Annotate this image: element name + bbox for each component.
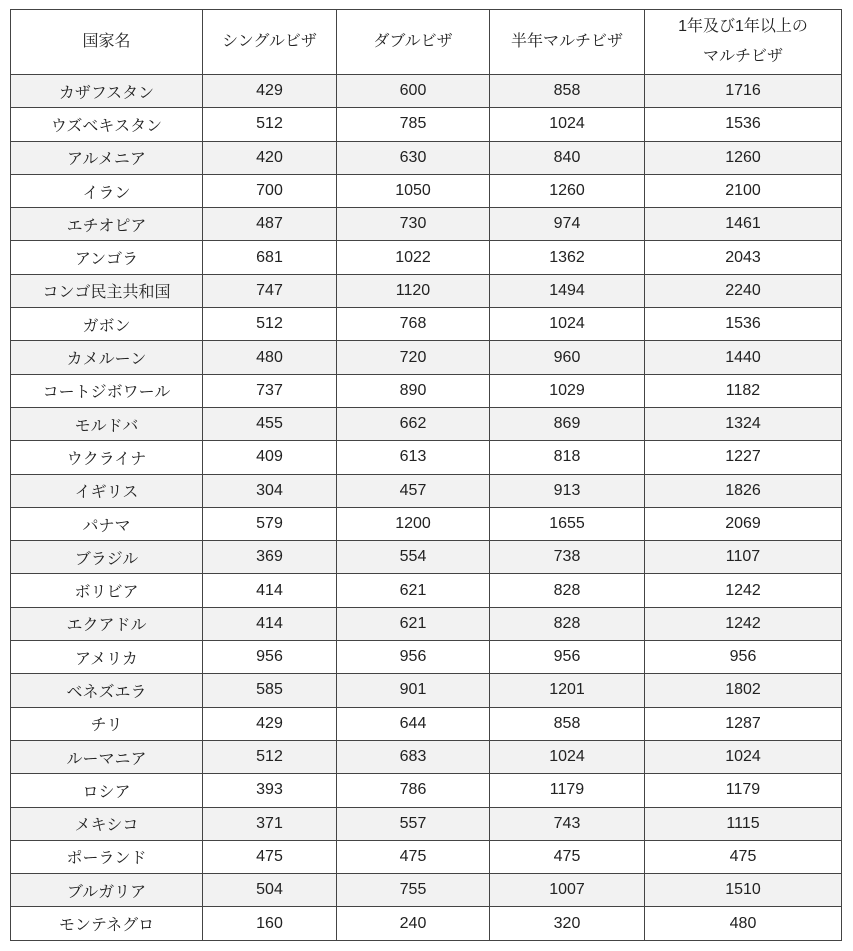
cell-double-visa: 1022 [337,241,490,274]
table-row [11,774,842,807]
cell-single-visa: 475 [203,840,337,873]
cell-one-year-multi-visa: 2240 [645,274,842,307]
cell-one-year-multi-visa: 475 [645,840,842,873]
cell-country: ロシア [11,774,203,807]
cell-one-year-multi-visa: 1260 [645,141,842,174]
cell-one-year-multi-visa: 1107 [645,541,842,574]
header-double-visa: ダブルビザ [337,10,490,75]
cell-double-visa: 457 [337,474,490,507]
cell-double-visa: 786 [337,774,490,807]
cell-country: カメルーン [11,341,203,374]
cell-country: ガボン [11,308,203,341]
cell-double-visa: 475 [337,840,490,873]
cell-half-year-multi-visa: 858 [490,707,645,740]
cell-single-visa: 737 [203,374,337,407]
cell-one-year-multi-visa: 1510 [645,874,842,907]
cell-one-year-multi-visa: 956 [645,641,842,674]
cell-double-visa: 613 [337,441,490,474]
cell-single-visa: 504 [203,874,337,907]
cell-half-year-multi-visa: 960 [490,341,645,374]
cell-single-visa: 585 [203,674,337,707]
cell-single-visa: 420 [203,141,337,174]
cell-country: アメリカ [11,641,203,674]
cell-double-visa: 557 [337,807,490,840]
cell-double-visa: 662 [337,407,490,440]
cell-country: ウズベキスタン [11,108,203,141]
cell-double-visa: 621 [337,607,490,640]
header-single-visa: シングルビザ [203,10,337,75]
table-row [11,208,842,241]
cell-single-visa: 369 [203,541,337,574]
cell-half-year-multi-visa: 828 [490,607,645,640]
cell-country: エクアドル [11,607,203,640]
cell-one-year-multi-visa: 2043 [645,241,842,274]
cell-half-year-multi-visa: 743 [490,807,645,840]
table-row [11,740,842,773]
cell-country: ボリビア [11,574,203,607]
cell-half-year-multi-visa: 828 [490,574,645,607]
cell-single-visa: 429 [203,707,337,740]
cell-country: メキシコ [11,807,203,840]
cell-half-year-multi-visa: 1260 [490,174,645,207]
cell-country: エチオピア [11,208,203,241]
cell-country: ブルガリア [11,874,203,907]
table-row [11,341,842,374]
cell-single-visa: 512 [203,308,337,341]
cell-double-visa: 240 [337,907,490,940]
cell-half-year-multi-visa: 738 [490,541,645,574]
table-row [11,807,842,840]
cell-country: カザフスタン [11,75,203,108]
cell-double-visa: 956 [337,641,490,674]
table-row [11,108,842,141]
table-row [11,907,842,940]
header-line-2: マルチビザ [702,48,783,65]
cell-country: ポーランド [11,840,203,873]
cell-half-year-multi-visa: 1029 [490,374,645,407]
cell-single-visa: 956 [203,641,337,674]
cell-half-year-multi-visa: 913 [490,474,645,507]
cell-one-year-multi-visa: 1242 [645,574,842,607]
cell-single-visa: 747 [203,274,337,307]
cell-one-year-multi-visa: 1179 [645,774,842,807]
cell-one-year-multi-visa: 1182 [645,374,842,407]
table-row [11,441,842,474]
cell-one-year-multi-visa: 2069 [645,507,842,540]
cell-country: パナマ [11,507,203,540]
cell-half-year-multi-visa: 956 [490,641,645,674]
cell-country: コートジボワール [11,374,203,407]
cell-double-visa: 720 [337,341,490,374]
table-row [11,241,842,274]
cell-double-visa: 621 [337,574,490,607]
cell-one-year-multi-visa: 1115 [645,807,842,840]
table-row [11,141,842,174]
cell-country: モルドバ [11,407,203,440]
cell-one-year-multi-visa: 1826 [645,474,842,507]
cell-one-year-multi-visa: 1461 [645,208,842,241]
cell-country: イラン [11,174,203,207]
cell-single-visa: 480 [203,341,337,374]
cell-single-visa: 160 [203,907,337,940]
cell-double-visa: 755 [337,874,490,907]
header-country: 国家名 [11,10,203,75]
table-row [11,507,842,540]
visa-fee-table [10,9,842,941]
cell-double-visa: 1050 [337,174,490,207]
cell-one-year-multi-visa: 1440 [645,341,842,374]
header-line-1: 1年及び1年以上の [678,18,808,35]
table-row [11,308,842,341]
cell-half-year-multi-visa: 1655 [490,507,645,540]
table-row [11,707,842,740]
cell-single-visa: 700 [203,174,337,207]
cell-one-year-multi-visa: 1802 [645,674,842,707]
cell-single-visa: 429 [203,75,337,108]
cell-double-visa: 1120 [337,274,490,307]
cell-single-visa: 512 [203,740,337,773]
cell-double-visa: 901 [337,674,490,707]
cell-half-year-multi-visa: 1024 [490,108,645,141]
cell-double-visa: 1200 [337,507,490,540]
cell-half-year-multi-visa: 1362 [490,241,645,274]
cell-one-year-multi-visa: 1716 [645,75,842,108]
cell-single-visa: 681 [203,241,337,274]
cell-half-year-multi-visa: 840 [490,141,645,174]
table-row [11,674,842,707]
table-row [11,840,842,873]
table-row [11,174,842,207]
cell-one-year-multi-visa: 1324 [645,407,842,440]
table-body [11,75,842,941]
cell-double-visa: 683 [337,740,490,773]
cell-half-year-multi-visa: 1201 [490,674,645,707]
cell-half-year-multi-visa: 974 [490,208,645,241]
table-row [11,274,842,307]
cell-one-year-multi-visa: 1024 [645,740,842,773]
cell-one-year-multi-visa: 1536 [645,108,842,141]
cell-single-visa: 304 [203,474,337,507]
cell-half-year-multi-visa: 1024 [490,308,645,341]
cell-double-visa: 730 [337,208,490,241]
table-row [11,607,842,640]
cell-half-year-multi-visa: 475 [490,840,645,873]
table-row [11,75,842,108]
table-row [11,641,842,674]
cell-double-visa: 890 [337,374,490,407]
table-row [11,541,842,574]
cell-half-year-multi-visa: 1007 [490,874,645,907]
header-row [11,10,842,75]
cell-one-year-multi-visa: 1242 [645,607,842,640]
cell-one-year-multi-visa: 1287 [645,707,842,740]
cell-country: アルメニア [11,141,203,174]
cell-single-visa: 512 [203,108,337,141]
table-row [11,874,842,907]
cell-one-year-multi-visa: 1536 [645,308,842,341]
cell-one-year-multi-visa: 2100 [645,174,842,207]
cell-double-visa: 644 [337,707,490,740]
cell-single-visa: 371 [203,807,337,840]
cell-country: ベネズエラ [11,674,203,707]
cell-double-visa: 554 [337,541,490,574]
cell-single-visa: 579 [203,507,337,540]
cell-half-year-multi-visa: 818 [490,441,645,474]
header-half-year-multi-visa: 半年マルチビザ [490,10,645,75]
cell-country: コンゴ民主共和国 [11,274,203,307]
cell-half-year-multi-visa: 1179 [490,774,645,807]
cell-double-visa: 768 [337,308,490,341]
cell-single-visa: 455 [203,407,337,440]
cell-one-year-multi-visa: 480 [645,907,842,940]
cell-double-visa: 630 [337,141,490,174]
cell-double-visa: 600 [337,75,490,108]
cell-single-visa: 414 [203,574,337,607]
cell-country: チリ [11,707,203,740]
cell-one-year-multi-visa: 1227 [645,441,842,474]
cell-single-visa: 409 [203,441,337,474]
cell-half-year-multi-visa: 1494 [490,274,645,307]
table-row [11,374,842,407]
cell-half-year-multi-visa: 869 [490,407,645,440]
cell-country: ブラジル [11,541,203,574]
cell-country: モンテネグロ [11,907,203,940]
cell-country: ルーマニア [11,740,203,773]
cell-double-visa: 785 [337,108,490,141]
cell-half-year-multi-visa: 320 [490,907,645,940]
cell-single-visa: 393 [203,774,337,807]
cell-country: ウクライナ [11,441,203,474]
cell-country: イギリス [11,474,203,507]
table-row [11,474,842,507]
cell-half-year-multi-visa: 1024 [490,740,645,773]
cell-single-visa: 414 [203,607,337,640]
table-row [11,407,842,440]
table-row [11,574,842,607]
header-one-year-multi-visa [645,10,842,75]
cell-single-visa: 487 [203,208,337,241]
cell-half-year-multi-visa: 858 [490,75,645,108]
cell-country: アンゴラ [11,241,203,274]
